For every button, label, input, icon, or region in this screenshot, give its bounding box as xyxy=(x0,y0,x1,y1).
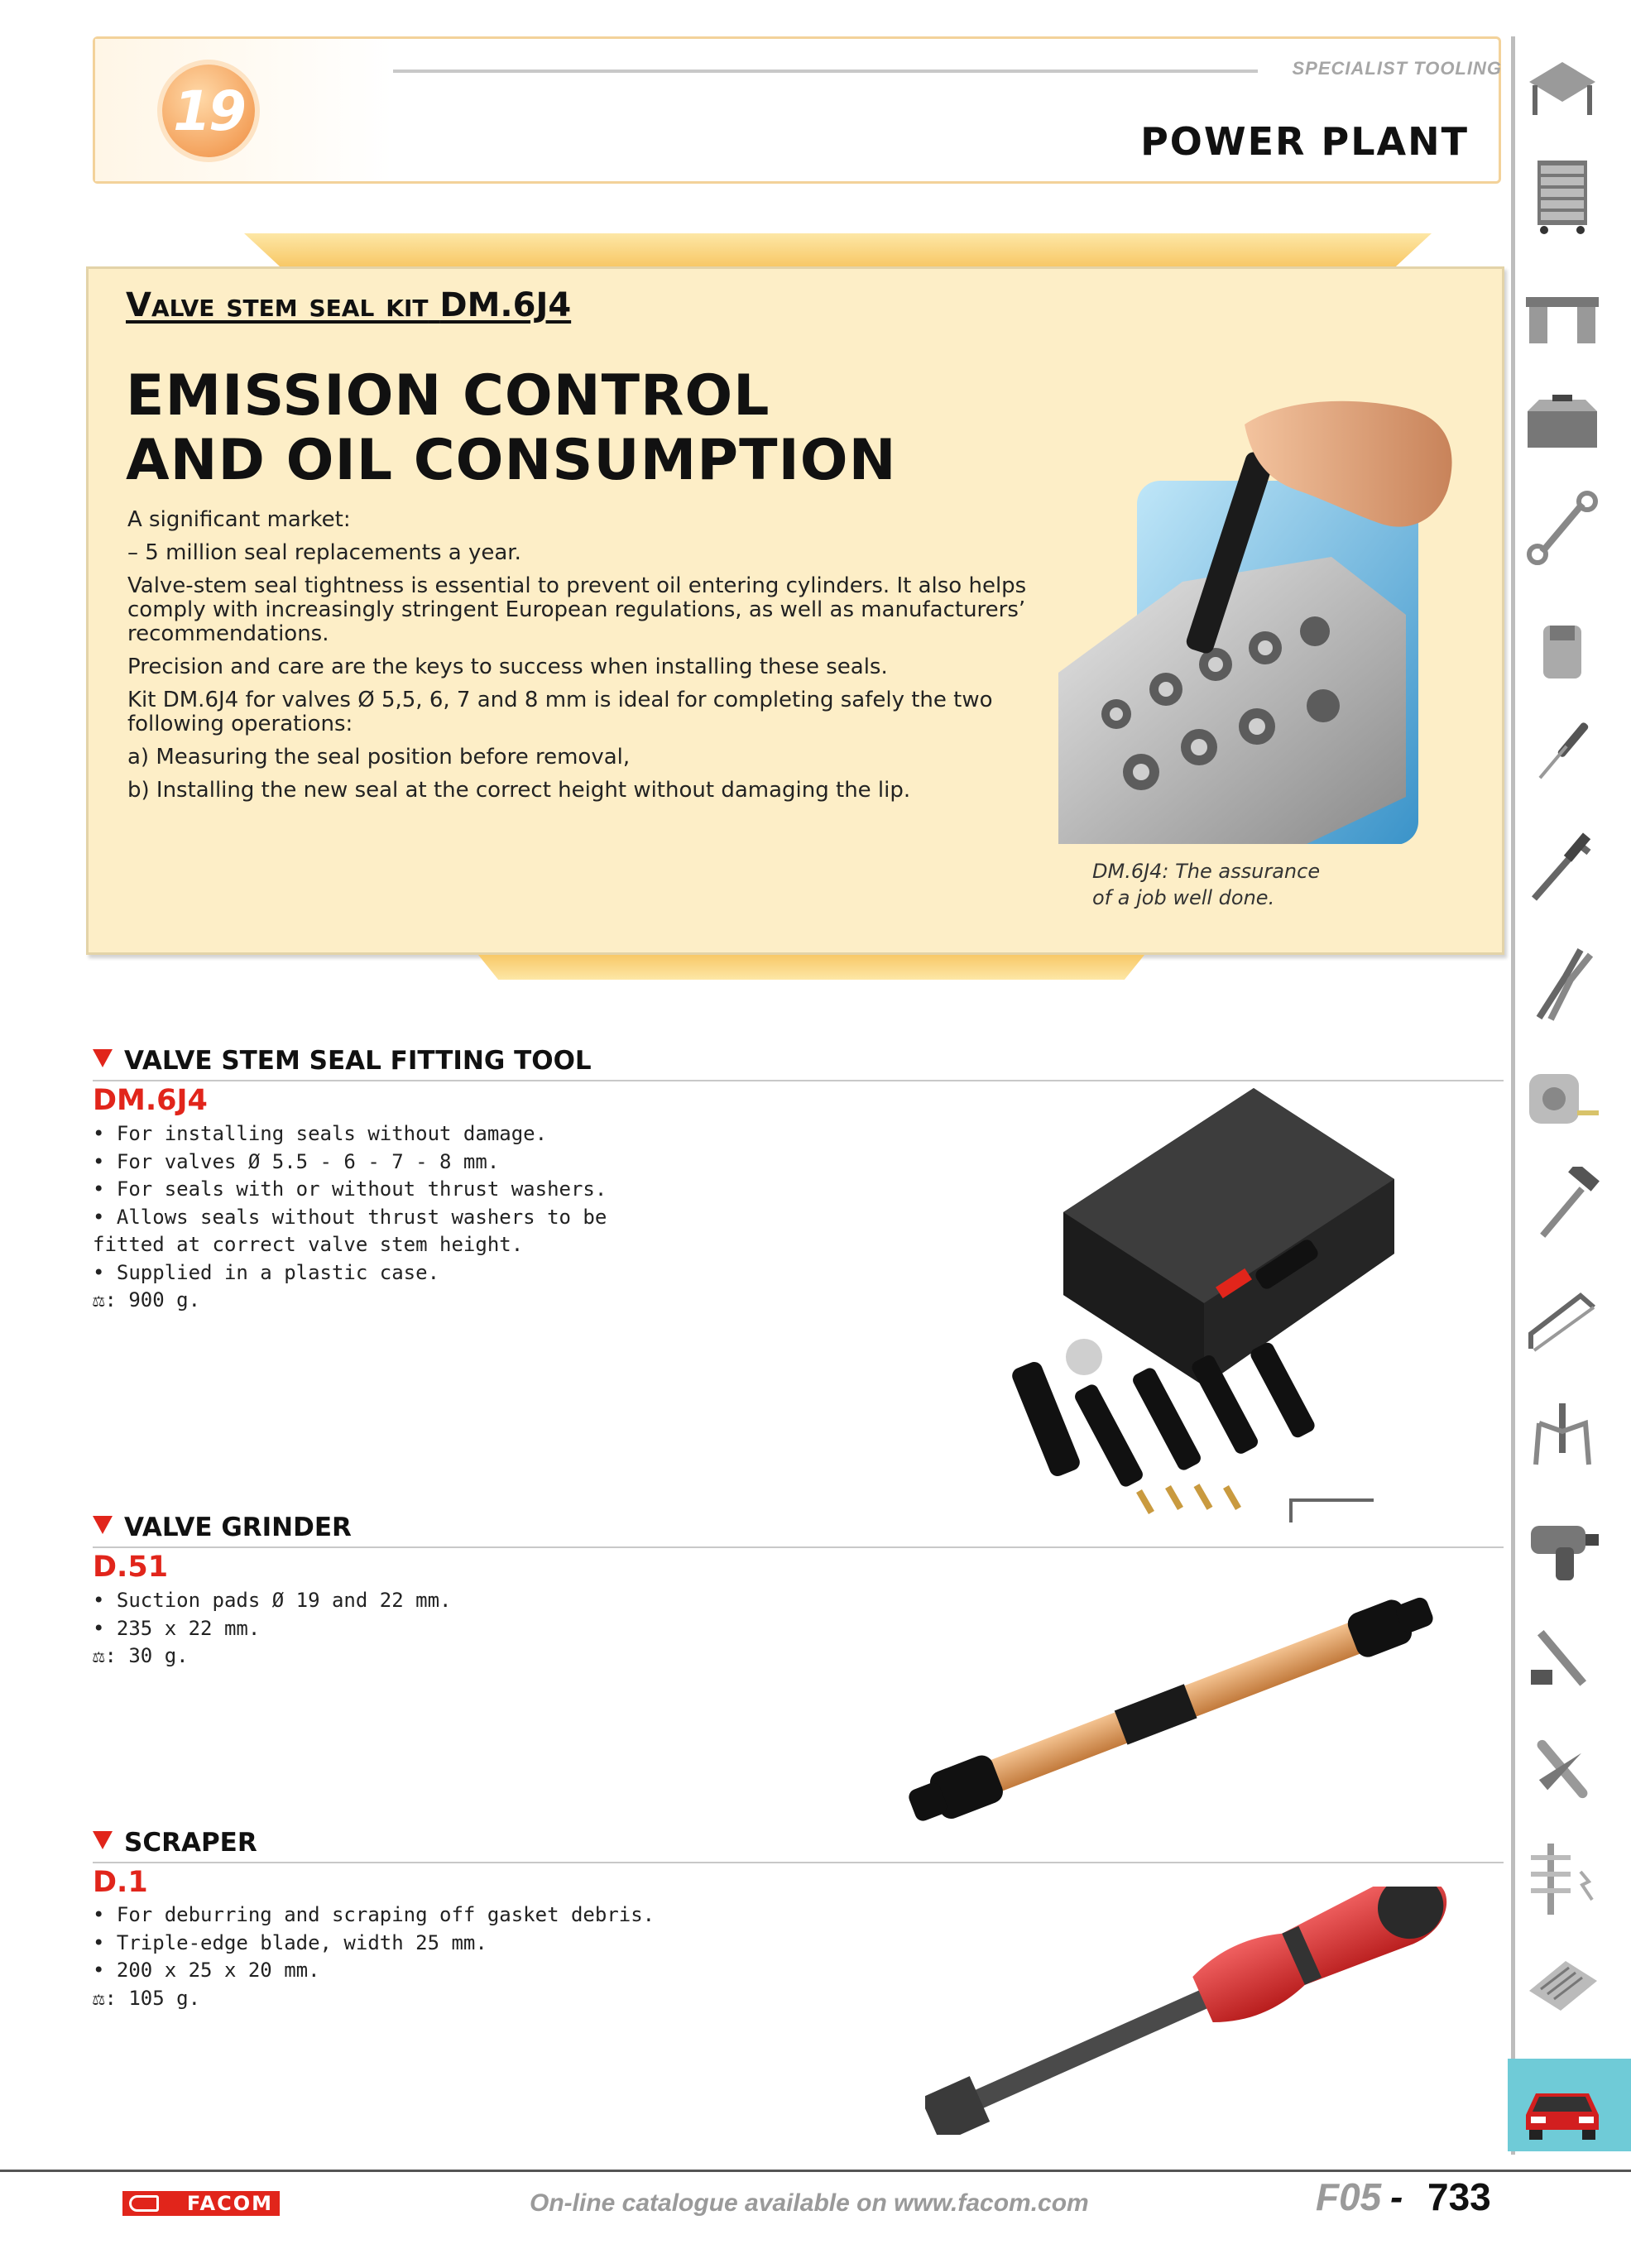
bullet-item: • 200 x 25 x 20 mm. xyxy=(93,1959,320,1982)
engine-photo xyxy=(1058,400,1464,844)
fitting-tool-kit-image xyxy=(1005,1088,1452,1522)
hacksaw-icon[interactable] xyxy=(1519,1284,1605,1364)
intro-paragraph: – 5 million seal replacements a year. xyxy=(127,540,521,565)
intro-paragraph: Valve-stem seal tightness is essential to prevent oil entering cylinders. It also helps comply with increasingly stringent European regulations, as well as manufacturers’ recommendations. xyxy=(127,573,1027,646)
photo-caption-line-1: DM.6J4: The assurance xyxy=(1092,860,1321,883)
header-divider xyxy=(393,70,1258,73)
bullet-item: • For valves Ø 5.5 - 6 - 7 - 8 mm. xyxy=(93,1149,500,1173)
product-title-text: VALVE GRINDER xyxy=(124,1513,352,1542)
chapter-number: 19 xyxy=(173,79,244,143)
product-bullets-valve-grinder xyxy=(93,1587,655,1671)
product-title-text: SCRAPER xyxy=(124,1828,257,1858)
chapter-badge xyxy=(162,65,255,157)
bullet-item: ⚖: 30 g. xyxy=(93,1644,189,1667)
hex-key-icon[interactable] xyxy=(1519,827,1605,907)
wrench-icon[interactable] xyxy=(1519,488,1605,568)
impact-wrench-icon[interactable] xyxy=(1519,1506,1605,1585)
page-code: F05 xyxy=(1316,2175,1382,2218)
kit-title-prefix: Valve stem seal kit xyxy=(126,286,429,324)
intro-tab-top xyxy=(244,233,1432,266)
product-title-valve-grinder xyxy=(93,1513,352,1542)
online-catalogue-text: On-line catalogue available on www.facom.com xyxy=(530,2189,1089,2217)
bullet-item: • For installing seals without damage. xyxy=(93,1122,548,1145)
kit-code: DM.6J4 xyxy=(439,286,572,324)
headline xyxy=(126,364,1036,493)
product-title-scraper xyxy=(93,1828,257,1858)
bullet-item: • For seals with or without thrust washers. xyxy=(93,1177,607,1201)
photo-caption-line-2: of a job well done. xyxy=(1092,886,1275,909)
intro-text xyxy=(127,508,1046,812)
section-rule xyxy=(93,1080,1504,1081)
bullet-item: • Allows seals without thrust washers to be fitted at correct valve stem height. xyxy=(93,1205,607,1256)
product-title-text: VALVE STEM SEAL FITTING TOOL xyxy=(124,1046,592,1076)
tape-measure-icon[interactable] xyxy=(1519,1061,1605,1140)
product-bullets-scraper xyxy=(93,1901,655,2012)
bullet-item: • For deburring and scraping off gasket debris. xyxy=(93,1903,655,1926)
intro-paragraph: A significant market: xyxy=(127,507,351,532)
toolbox-icon[interactable] xyxy=(1519,384,1605,463)
bullet-item: • Suction pads Ø 19 and 22 mm. xyxy=(93,1589,452,1612)
puller-icon[interactable] xyxy=(1519,1398,1605,1478)
footer-rule xyxy=(0,2170,1631,2172)
car-icon[interactable] xyxy=(1519,2065,1605,2145)
facom-brand-text: FACOM xyxy=(186,2192,273,2215)
page-separator: - xyxy=(1390,2175,1403,2218)
tool-set-icon[interactable] xyxy=(1519,1944,1605,2024)
intro-tab-bottom xyxy=(478,955,1144,980)
sidebar-rule xyxy=(1511,36,1515,2155)
triangle-marker-icon xyxy=(93,1049,113,1067)
section-label: SPECIALIST TOOLING xyxy=(1292,58,1502,79)
valve-grinder-image xyxy=(902,1576,1448,1837)
aircraft-icon[interactable] xyxy=(1519,1729,1605,1809)
screwdriver-icon[interactable] xyxy=(1519,712,1605,791)
section-rule xyxy=(93,1862,1504,1863)
product-ref-d51: D.51 xyxy=(93,1551,169,1584)
hammer-icon[interactable] xyxy=(1519,1167,1605,1246)
intro-paragraph: Precision and care are the keys to success when installing these seals. xyxy=(127,655,888,679)
kit-title xyxy=(126,286,571,324)
product-ref-dm6j4: DM.6J4 xyxy=(93,1084,208,1117)
bullet-item: • Supplied in a plastic case. xyxy=(93,1260,440,1284)
photo-caption xyxy=(1092,858,1423,911)
product-bullets-fitting-tool xyxy=(93,1120,655,1315)
product-title-fitting-tool xyxy=(93,1046,592,1076)
triangle-marker-icon xyxy=(93,1831,113,1849)
product-ref-d1: D.1 xyxy=(93,1866,148,1899)
workbench-icon[interactable] xyxy=(1519,46,1605,126)
facom-mark-icon xyxy=(129,2195,159,2212)
bench-icon[interactable] xyxy=(1519,278,1605,357)
intro-paragraph: Kit DM.6J4 for valves Ø 5,5, 6, 7 and 8 mm is ideal for completing safely the two following operations: xyxy=(127,688,993,736)
scraper-image xyxy=(925,1887,1463,2135)
intro-paragraph: b) Installing the new seal at the correct height without damaging the lip. xyxy=(127,778,911,803)
pipe-wrench-icon[interactable] xyxy=(1519,1620,1605,1700)
bullet-item: ⚖: 105 g. xyxy=(93,1986,201,2010)
triangle-marker-icon xyxy=(93,1516,113,1534)
intro-paragraph: a) Measuring the seal position before removal, xyxy=(127,745,631,770)
bullet-item: • 235 x 22 mm. xyxy=(93,1616,261,1640)
bullet-item: • Triple-edge blade, width 25 mm. xyxy=(93,1930,487,1954)
headline-line-2: AND OIL CONSUMPTION xyxy=(126,428,897,493)
tool-cabinet-icon[interactable] xyxy=(1519,156,1605,235)
facom-logo xyxy=(122,2191,280,2216)
headline-line-1: EMISSION CONTROL xyxy=(126,363,770,429)
page-number: 733 xyxy=(1427,2175,1491,2218)
socket-icon[interactable] xyxy=(1519,612,1605,692)
bullet-item: ⚖: 900 g. xyxy=(93,1288,201,1311)
section-rule xyxy=(93,1546,1504,1548)
rack-icon[interactable] xyxy=(1519,1839,1605,1918)
pliers-icon[interactable] xyxy=(1519,943,1605,1023)
page-title: POWER PLANT xyxy=(1140,119,1469,164)
